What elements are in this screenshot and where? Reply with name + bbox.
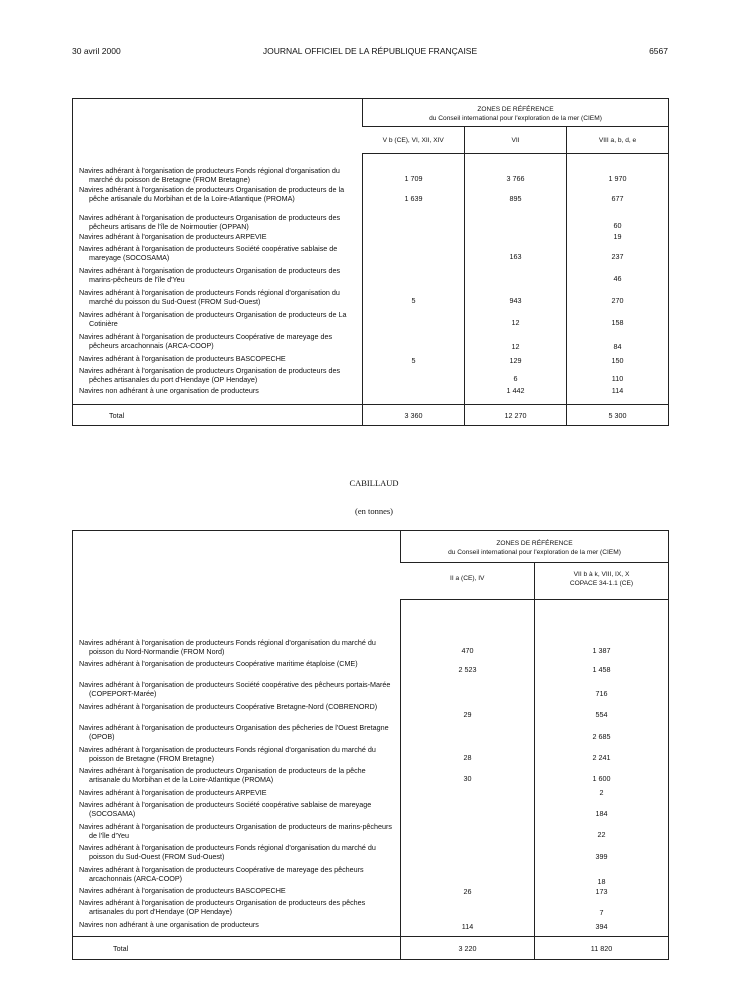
table1-zones-title: ZONES DE RÉFÉRENCE [477,106,554,113]
row-label: Navires adhérant à l'organisation de producteurs ARPEVIE [79,787,267,797]
table1-col-header: VIII a, b, d, e [567,127,669,154]
table1-empty-header-cell [73,99,363,154]
row-label: Navires adhérant à l'organisation de producteurs Coopérative Bretagne-Nord (COBRENORD) [79,701,378,711]
cell-value: 2 685 [592,732,611,741]
table1-zones-subtitle: du Conseil international pour l'exploration de la mer (CIEM) [429,114,602,122]
cell-value: 173 [595,887,608,896]
table2-col-header-line: VII b à k, VIII, IX, X [573,571,630,578]
row-label: Navires adhérant à l'organisation de producteurs Fonds régional d'organisation du marché du poisson du Nord-Normandie (FROM Nord) [79,637,376,656]
table2-col2-values [535,600,669,937]
row-label: Navires adhérant à l'organisation de producteurs Organisation des pêcheries de l'Ouest Bretagne (OPOB) [79,722,389,741]
cell-value: 158 [611,318,624,327]
page-header [72,46,668,60]
cell-value: 12 [511,318,520,327]
cell-value: 110 [611,374,624,383]
total-label: Total [109,411,125,420]
cell-value: 3 766 [506,174,525,183]
row-label: Navires adhérant à l'organisation de producteurs Organisation de producteurs des pêches artisanales du port d'Hendaye (OP Hendaye) [79,897,366,916]
table1-total-cell [567,405,669,426]
cell-value [363,244,464,266]
row-label: Navires adhérant à l'organisation de producteurs Organisation de producteurs de la pêche artisanale du Morbihan et de la Loire-Atlantique (PROMA) [79,184,345,203]
table2-zones-subtitle: du Conseil international pour l'exploration de la mer (CIEM) [448,548,621,556]
cell-value [363,310,464,332]
table2-col-header [535,563,669,600]
cell-value [363,213,464,232]
row-label: Navires adhérant à l'organisation de producteurs Organisation de producteurs de marins-pêcheurs de l'île d'Yeu [79,821,393,840]
cell-value: 129 [509,356,522,365]
cell-value: 12 [511,342,520,351]
section-unit: (en tonnes) [354,506,393,516]
row-label: Navires adhérant à l'organisation de producteurs Organisation de producteurs des marins-pêcheurs de l'île d'Yeu [79,265,341,284]
total-value: 5 300 [608,411,627,420]
row-label: Navires adhérant à l'organisation de producteurs Coopérative de mareyage des pêcheurs arcachonnais (ARCA-COOP) [79,864,364,883]
cell-value: 19 [613,232,622,241]
cell-value: 84 [613,342,622,351]
row-label: Navires non adhérant à une organisation de producteurs [79,385,259,395]
cell-value [401,865,534,886]
cell-value: 114 [461,922,474,931]
cell-value: 237 [611,252,624,261]
cell-value: 554 [595,710,608,719]
cell-value: 677 [611,194,624,203]
cell-value: 399 [595,852,608,861]
cell-value: 394 [595,922,608,931]
cell-value [363,386,464,398]
row-label: Navires adhérant à l'organisation de producteurs Société coopérative des pêcheurs portais-Marée (COPEPORT-Marée) [79,679,391,698]
cell-value: 28 [463,753,472,762]
cell-value: 7 [599,908,604,917]
cell-value: 1 458 [592,665,611,674]
table1-col1-values [363,154,465,405]
cell-value: 1 639 [404,194,423,203]
table1-col-header: V b (CE), VI, XII, XIV [363,127,465,154]
cell-value: 46 [613,274,622,283]
cell-value: 2 [599,788,604,797]
table1-zones-header [363,99,669,127]
table2-total-cell [535,937,669,960]
cell-value: 26 [463,887,472,896]
total-value: 11 820 [590,944,613,953]
cell-value: 1 970 [608,174,627,183]
cell-value: 2 241 [592,753,611,762]
cell-value: 895 [509,194,522,203]
total-value: 3 220 [458,944,477,953]
cell-value [363,332,464,354]
cell-value: 2 523 [458,665,477,674]
cell-value [401,898,534,920]
table1-total-label [73,405,363,426]
cell-value [465,232,566,244]
row-label: Navires adhérant à l'organisation de producteurs Société coopérative sablaise de mareyage (SOCOSAMA) [79,243,338,262]
row-label: Navires adhérant à l'organisation de producteurs ARPEVIE [79,231,267,241]
cell-value [465,213,566,232]
cell-value: 1 709 [404,174,423,183]
cell-value: 943 [509,296,522,305]
table1-total-cell [465,405,567,426]
table2-empty-header-cell [73,531,401,600]
cell-value: 6 [513,374,518,383]
row-label: Navires adhérant à l'organisation de producteurs BASCOPECHE [79,885,286,895]
row-label: Navires adhérant à l'organisation de producteurs Organisation de producteurs de la pêche artisanale du Morbihan et de la Loire-Atlantique (PROMA) [79,765,366,784]
total-value: 12 270 [504,411,527,420]
total-value: 3 360 [404,411,423,420]
cell-value [401,788,534,800]
cod-quota-table [72,530,669,960]
cell-value: 60 [613,221,622,230]
table2-col1-values [401,600,535,937]
row-label: Navires adhérant à l'organisation de producteurs Organisation de producteurs des pêches artisanales du port d'Hendaye (OP Hendaye) [79,365,341,384]
table1-col3-values [567,154,669,405]
table2-row-labels [73,600,401,937]
cell-value: 1 600 [592,774,611,783]
cell-value: 30 [463,774,472,783]
cell-value: 114 [611,386,624,395]
row-label: Navires adhérant à l'organisation de producteurs Coopérative de mareyage des pêcheurs arcachonnais (ARCA-COOP) [79,331,333,350]
cell-value: 1 442 [506,386,525,395]
quota-table-1 [72,98,669,426]
row-label: Navires adhérant à l'organisation de producteurs BASCOPECHE [79,353,286,363]
cell-value [363,366,464,386]
cell-value [401,680,534,702]
table2-zones-header [401,531,669,563]
table1-total-cell [363,405,465,426]
cell-value: 29 [463,710,472,719]
table1-row-labels [73,154,363,405]
row-label: Navires adhérant à l'organisation de producteurs Coopérative maritime étaploise (CME) [79,658,358,668]
cell-value: 18 [597,877,606,886]
section-title: CABILLAUD [349,478,399,488]
row-label: Navires adhérant à l'organisation de producteurs Organisation de producteurs de La Cotinière [79,309,347,328]
row-label: Navires adhérant à l'organisation de producteurs Organisation de producteurs des pêcheurs artisans de l'île de Noirmoutier (OPPAN) [79,212,341,231]
cell-value [465,266,566,288]
cell-value: 270 [611,296,624,305]
cell-value: 5 [411,356,416,365]
table2-zones-title: ZONES DE RÉFÉRENCE [496,540,573,547]
row-label: Navires adhérant à l'organisation de producteurs Fonds régional d'organisation du marché du poisson de Bretagne (FROM Bretagne) [79,744,376,763]
row-label: Navires non adhérant à une organisation de producteurs [79,919,259,929]
table1-col-header: VII [465,127,567,154]
cell-value [401,723,534,745]
cell-value [401,822,534,843]
header-journal-title: JOURNAL OFFICIEL DE LA RÉPUBLIQUE FRANÇAISE [262,46,478,56]
row-label: Navires adhérant à l'organisation de producteurs Fonds régional d'organisation du marché du poisson de Bretagne (FROM Bretagne) [79,165,340,184]
header-page-number: 6567 [649,46,668,56]
table2-col-header-line: COPACE 34-1.1 (CE) [569,579,634,587]
cell-value: 5 [411,296,416,305]
table1-col2-values [465,154,567,405]
cell-value: 150 [611,356,624,365]
table2-total-label [73,937,401,960]
row-label: Navires adhérant à l'organisation de producteurs Société coopérative sablaise de mareyage (SOCOSAMA) [79,799,372,818]
cell-value: 184 [595,809,608,818]
cell-value: 1 387 [592,646,611,655]
cell-value: 716 [595,689,608,698]
cell-value: 470 [461,646,474,655]
row-label: Navires adhérant à l'organisation de producteurs Fonds régional d'organisation du marché du poisson du Sud-Ouest (FROM Sud-Ouest) [79,287,340,306]
cell-value [401,800,534,822]
table2-col-header: II a (CE), IV [401,563,535,600]
row-label: Navires adhérant à l'organisation de producteurs Fonds régional d'organisation du marché du poisson du Sud-Ouest (FROM Sud-Ouest) [79,842,376,861]
cell-value [363,266,464,288]
cell-value: 163 [509,252,522,261]
header-date: 30 avril 2000 [72,46,121,56]
table2-total-cell [401,937,535,960]
total-label: Total [113,944,129,953]
cell-value: 22 [597,830,606,839]
cell-value [363,232,464,244]
cell-value [401,843,534,865]
